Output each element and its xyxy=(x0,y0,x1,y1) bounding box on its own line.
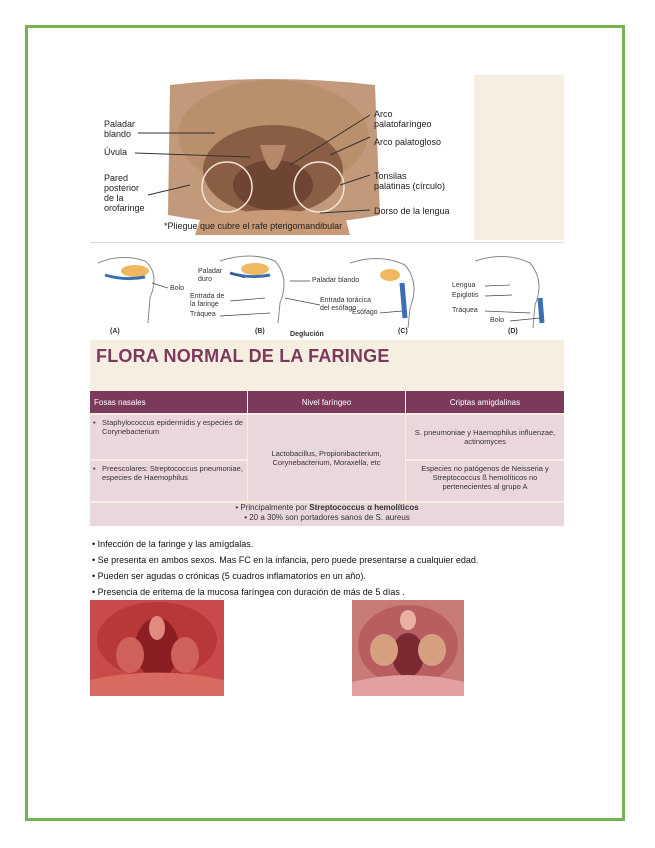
label-posterior-wall: Pared posterior de la orofaringe xyxy=(104,173,145,213)
footer-bold: Streptococcus α hemolíticos xyxy=(309,503,419,512)
cell-nasal-2-text: Preescolares: Streptococcus pneumoniae, especies de Haemophilus xyxy=(102,464,243,482)
label-tongue: Lengua xyxy=(452,282,476,289)
label-tongue-dorsum: Dorso de la lengua xyxy=(374,206,450,216)
cell-nasal-2 xyxy=(90,461,247,501)
panel-a-label: (A) xyxy=(110,328,120,335)
panel-c-label: (C) xyxy=(398,328,408,335)
bullet-3: • Pueden ser agudas o crónicas (5 cuadros inflamatorios en un año). xyxy=(92,571,366,581)
bullet-1: • Infección de la faringe y las amígdalas. xyxy=(92,539,254,549)
cell-nasal-1-text: Staphylococcus epidermidis y especies de Corynebacterium xyxy=(102,418,243,436)
label-esophagus: Esófago xyxy=(352,309,378,316)
flora-footer xyxy=(90,503,564,526)
label-esophagus-entry: Entrada torácica del esófago xyxy=(320,297,371,312)
deglution-figure xyxy=(90,242,564,341)
bullet-2: • Se presenta en ambos sexos. Mas FC en la infancia, pero puede presentarse a cualquier edad. xyxy=(92,555,479,565)
cell-pharyngeal: Lactobacillus, Propionibacterium, Corynebacterium, Moraxella, etc xyxy=(248,415,405,501)
deglution-title: Deglución xyxy=(290,331,324,338)
bullet-2-text: Se presenta en ambos sexos. Mas FC en la infancia, pero puede presentarse a cualquier edad. xyxy=(97,555,479,565)
bullet-1-text: Infección de la faringe y las amígdalas. xyxy=(97,539,254,549)
label-epiglottis: Epiglotis xyxy=(452,292,479,299)
label-bolo-a: Bolo xyxy=(170,285,185,292)
cell-nasal-1 xyxy=(90,415,247,459)
oral-cavity-figure xyxy=(90,75,564,240)
label-palatopharyngeal-arch: Arco palatofaríngeo xyxy=(374,109,432,129)
cell-tonsillar-1: S. pneumoniae y Haemophilus influenzae, actinomyces xyxy=(406,415,564,459)
inflamed-throat-image xyxy=(90,600,224,696)
header-nasal: Fosas nasales xyxy=(90,391,247,413)
tonsillitis-image xyxy=(352,600,464,696)
footer-prefix: Principalmente por xyxy=(240,503,310,512)
deglution-illustration xyxy=(90,243,564,341)
bullet-4-text: Presencia de eritema de la mucosa faríngea con duración de más de 5 días . xyxy=(97,587,405,597)
label-bolo-d: Bolo xyxy=(490,317,505,324)
header-pharyngeal: Nivel faríngeo xyxy=(248,391,405,413)
bullet-dot: • xyxy=(93,464,96,473)
label-trachea-d: Tráquea xyxy=(452,307,478,314)
label-uvula: Úvula xyxy=(104,147,128,157)
cell-tonsillar-2: Especies no patógenos de Neisseria y Streptococcus ß hemolíticos no pertenecientes al grupo A xyxy=(406,461,564,501)
footer-carriers: 20 a 30% son portadores sanos de S. aureus xyxy=(249,513,410,522)
figure-caption: *Pliegue que cubre el rafe pterigomandibular xyxy=(164,221,343,231)
throat-photo-right xyxy=(352,600,464,696)
label-palatine-tonsils: Tonsilas palatinas (círculo) xyxy=(374,171,446,191)
header-tonsillar: Criptas amigdalinas xyxy=(406,391,564,413)
footer-line-2: • 20 a 30% son portadores sanos de S. aureus xyxy=(244,513,410,522)
bullet-dot: • xyxy=(93,418,96,427)
flora-title: FLORA NORMAL DE LA FARINGE xyxy=(96,346,390,366)
flora-table xyxy=(90,340,564,526)
throat-photo-left xyxy=(90,600,224,696)
label-soft-palate: Paladar blando xyxy=(104,119,136,139)
label-soft-palate-b: Paladar blando xyxy=(312,277,360,284)
label-pharynx-entry: Entrada de la faringe xyxy=(190,293,225,308)
label-hard-palate: Paladar duro xyxy=(198,268,223,283)
oral-cavity-illustration xyxy=(90,75,564,240)
label-trachea-b: Tráquea xyxy=(190,311,216,318)
panel-d-label: (D) xyxy=(508,328,518,335)
label-palatoglossal-arch: Arco palatogloso xyxy=(374,137,442,147)
bullet-3-text: Pueden ser agudas o crónicas (5 cuadros inflamatorios en un año). xyxy=(97,571,366,581)
panel-b-label: (B) xyxy=(255,328,265,335)
footer-line-1: • Principalmente por Streptococcus α hemolíticos xyxy=(235,503,419,512)
bullet-4: • Presencia de eritema de la mucosa faríngea con duración de más de 5 días . xyxy=(92,587,405,597)
